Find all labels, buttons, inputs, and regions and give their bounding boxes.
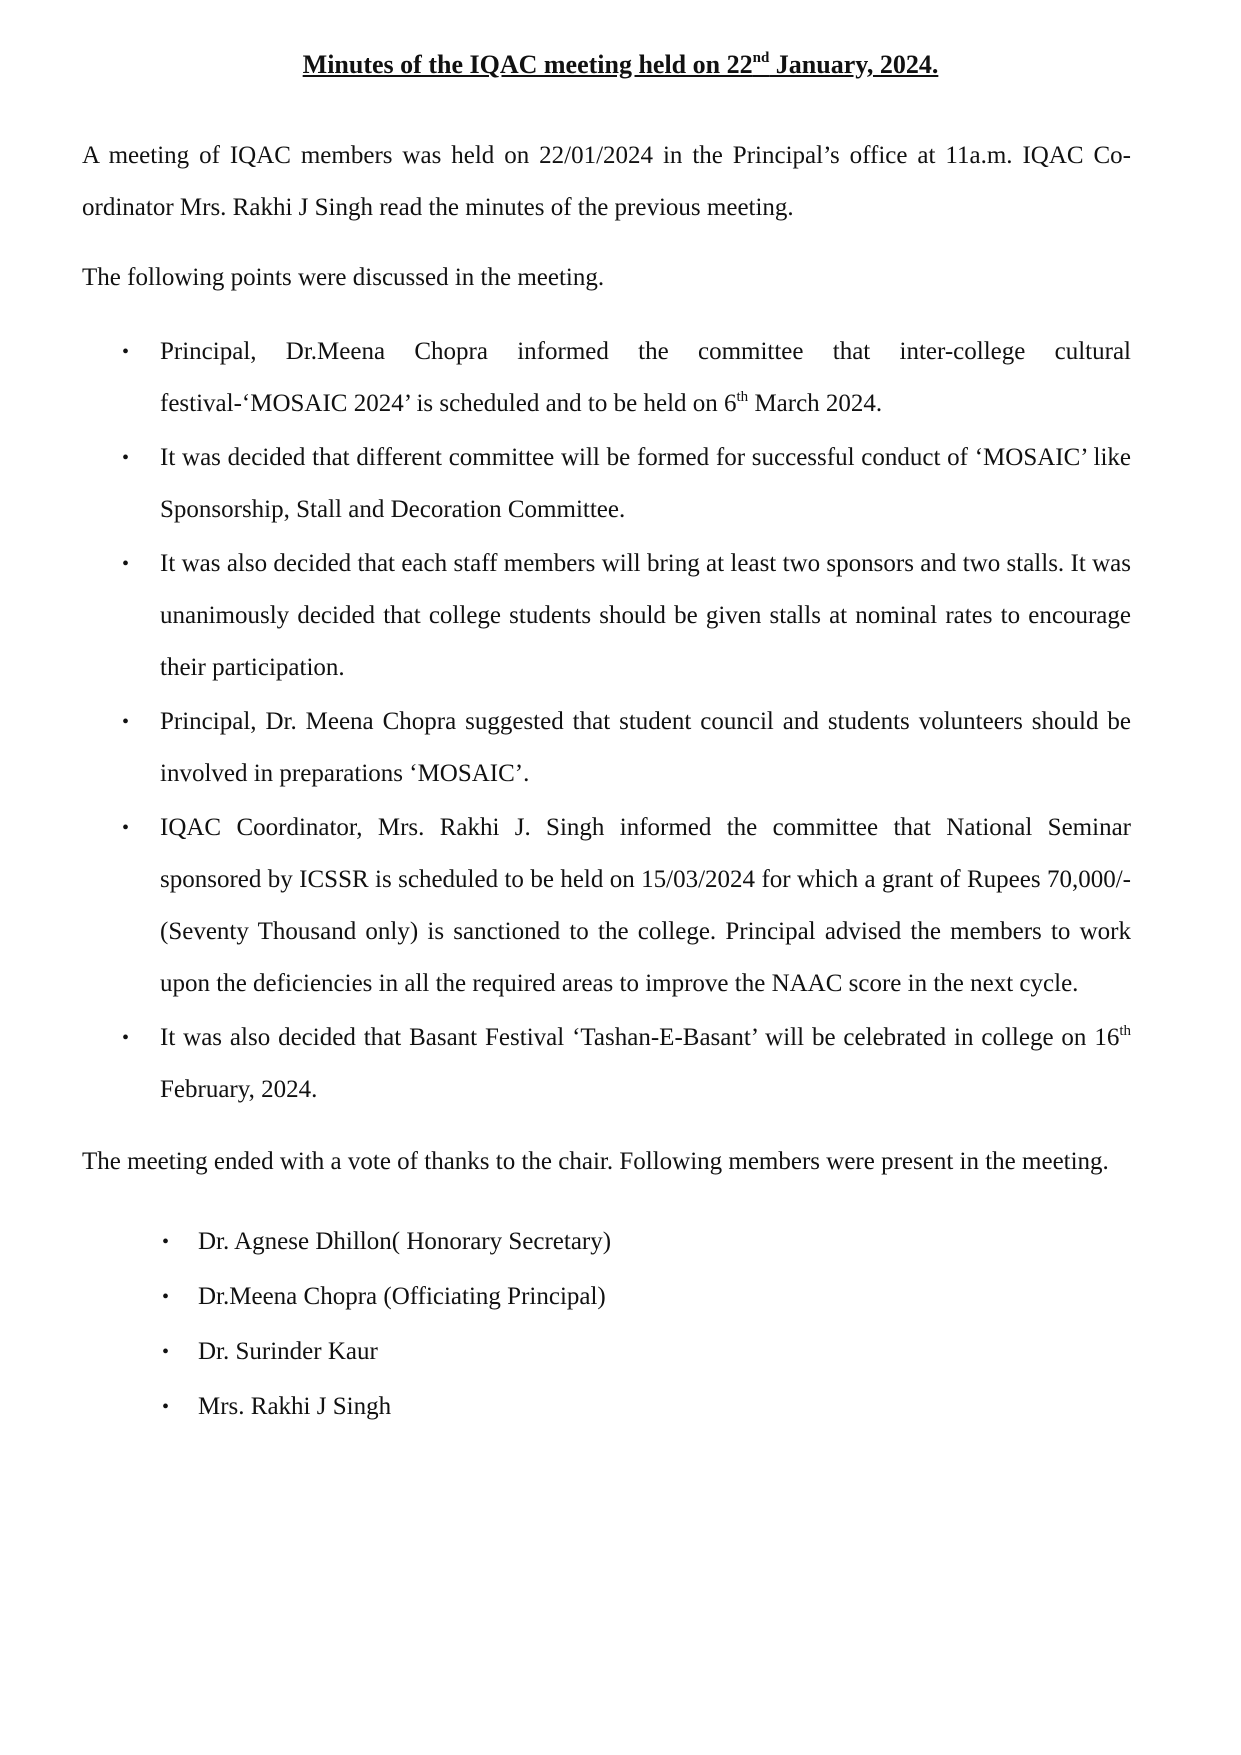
title-suffix: January, 2024. (769, 50, 939, 79)
member-name: Mrs. Rakhi J Singh (198, 1393, 392, 1420)
members-present-list (82, 1218, 1131, 1431)
point-superscript: th (736, 389, 749, 405)
intro-paragraph: A meeting of IQAC members was held on 22/01/2024 in the Principal’s office at 11a.m. IQAC Co-ordinator Mrs. Rakhi J Singh read the minutes of the previous meeting. (82, 142, 1131, 221)
point-text: It was decided that different committee will be formed for successful conduct of ‘MOSAIC’ like Sponsorship, Stall and Decoration Committee. (160, 444, 1131, 523)
bullet-icon: • (162, 1286, 170, 1308)
discussion-point (122, 432, 1131, 536)
discussion-points-list (82, 326, 1131, 1116)
bullet-icon: • (122, 341, 130, 363)
point-text-end: March 2024. (748, 390, 883, 417)
point-text: Principal, Dr. Meena Chopra suggested that student council and students volunteers should be involved in preparations ‘MOSAIC’. (160, 708, 1131, 787)
member-item (162, 1328, 1131, 1376)
member-name: Dr. Agnese Dhillon( Honorary Secretary) (198, 1228, 612, 1255)
closing-paragraph: The meeting ended with a vote of thanks to the chair. Following members were present in the meeting. (82, 1148, 1109, 1175)
bullet-icon: • (122, 553, 130, 575)
point-text: Principal, Dr.Meena Chopra informed the committee that inter-college cultural festival-‘MOSAIC 2024’ is scheduled and to be held on 6 (160, 338, 1131, 417)
bullet-icon: • (122, 711, 130, 733)
point-text: It was also decided that each staff members will bring at least two sponsors and two stalls. It was unanimously decided that college students should be given stalls at nominal rates to encourage their participation. (160, 550, 1131, 681)
discussion-point (122, 1012, 1131, 1116)
bullet-icon: • (162, 1341, 170, 1363)
member-item (162, 1273, 1131, 1321)
discussion-point (122, 696, 1131, 800)
member-item (162, 1383, 1131, 1431)
point-text: It was also decided that Basant Festival ‘Tashan-E-Basant’ will be celebrated in college on 16 (160, 1024, 1120, 1051)
title-superscript: nd (752, 50, 770, 66)
bullet-icon: • (122, 817, 130, 839)
member-name: Dr.Meena Chopra (Officiating Principal) (198, 1283, 606, 1310)
member-name: Dr. Surinder Kaur (198, 1338, 378, 1365)
member-item (162, 1218, 1131, 1266)
discussion-point (122, 802, 1131, 1010)
bullet-icon: • (162, 1231, 170, 1253)
points-intro-paragraph: The following points were discussed in the meeting. (82, 264, 605, 291)
bullet-icon: • (162, 1396, 170, 1418)
discussion-point (122, 538, 1131, 694)
point-text-end: February, 2024. (160, 1076, 318, 1103)
bullet-icon: • (122, 1027, 130, 1049)
discussion-point (122, 326, 1131, 430)
page-title (82, 48, 1131, 82)
point-superscript: th (1119, 1023, 1131, 1039)
point-text: IQAC Coordinator, Mrs. Rakhi J. Singh informed the committee that National Seminar sponsored by ICSSR is scheduled to be held on 15/03/2024 for which a grant of Rupees 70,000/-(Seventy Thousand only) is sanctioned to the college. Principal advised the members to work upon the deficiencies in all the required areas to improve the NAAC score in the next cycle. (160, 814, 1131, 997)
title-prefix: Minutes of the IQAC meeting held on 22 (302, 50, 753, 79)
bullet-icon: • (122, 447, 130, 469)
